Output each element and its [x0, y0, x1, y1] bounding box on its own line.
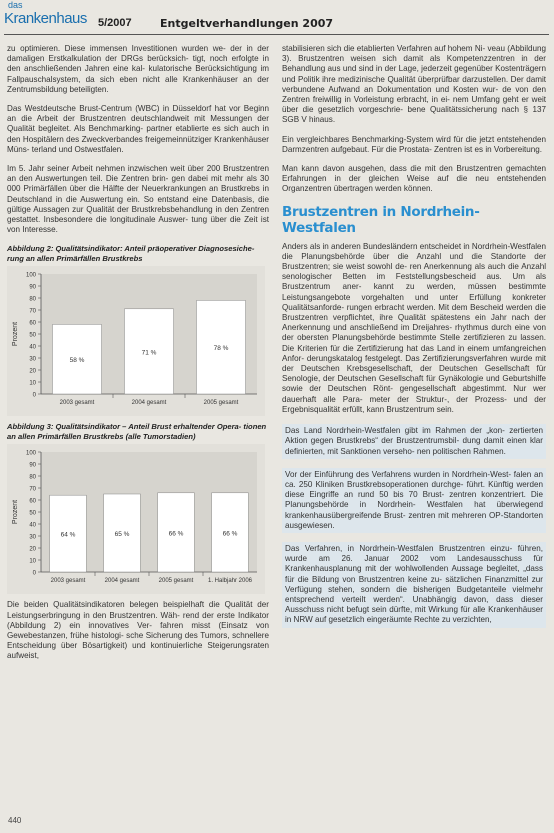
paragraph: Im 5. Jahr seiner Arbeit nehmen inzwischen weit über 200 Brustzentren an den Auswertungen teil. Die Zentren brin- gen dabei mit mehr als 30 000 Primärfällen über die Hälfte der Neuerkrankungen an Brustkrebs in Deutschland in die Auswertung ein. So entstand eine Datenbasis, die gültige Aussagen zur Qualität der Brustkrebsbehandlung in den Zentren gestattet. Insbesondere die longitudinale Auswer- tung über die Zeit ist von Interesse. — [7, 164, 269, 235]
logo-das: das — [8, 0, 23, 10]
figure-3-chart — [7, 444, 265, 594]
highlight-paragraph: Das Verfahren, in Nordrhein-Westfalen Brustzentren einzu- führen, wurde am 26. Januar 2002 vom Landesausschuss für Krankenhausplanung mit der wohlwollenden Aussage begleitet, „dass für die Bildung von Brustzentren keine zu- sätzlichen Finanzmittel zur Verfügung stehen, sondern die bisherigen Budgetanteile vielmehr entsprechend verteilt werden“. Unabhängig davon, dass dieser Ausschuss nicht befugt sein dürfte, mit Wirkung für alle Krankenhäuser in NRW auf gesetzlich eingeräumte Rechte zu verzichten, — [282, 542, 546, 628]
bar-data-label: 65 % — [114, 531, 130, 539]
y-tick-label: 60 — [29, 498, 36, 505]
header-rule — [4, 34, 549, 35]
y-tick-label: 20 — [29, 368, 36, 375]
paragraph: zu optimieren. Diese immensen Investitionen wurden we- der in der damaligen Erstkalkulation der DRGs berücksich- tigt, noch erfolgte in den anschließenden Jahren eine kal- kulatorische Berücksichtigung im Fallpauschalsystem, da sich eben nicht alle Krankenhäuser an der Zentrumsbildung beteiligten. — [7, 44, 269, 94]
y-axis-label: Prozent — [12, 322, 19, 347]
y-tick-label: 50 — [29, 510, 36, 517]
bar-data-label: 64 % — [60, 532, 76, 540]
x-tick-label: 2003 gesamt — [50, 578, 86, 585]
bar-data-label: 78 % — [213, 345, 229, 353]
paragraph: Ein vergleichbares Benchmarking-System wird für die jetzt entstehenden Darmzentren aufgebaut. Für die Prostata- Zentren ist es in Vorbereitung. — [282, 134, 546, 154]
figure-3-caption: Abbildung 3: Qualitätsindikator – Anteil Brust erhaltender Opera- tionen an allen Primärfällen Brustkrebs (alle Tumorstadien) — [7, 422, 267, 441]
chart-svg — [7, 266, 265, 416]
issue-number: 5/2007 — [98, 17, 132, 29]
page-header — [0, 0, 554, 40]
figure-2-caption: Abbildung 2: Qualitätsindikator: Anteil präoperativer Diagnosesiche- rung an allen Primärfällen Brustkrebs — [7, 244, 255, 263]
y-tick-label: 0 — [32, 392, 36, 399]
x-tick-label: 2005 gesamt — [158, 578, 194, 585]
paragraph: Das Westdeutsche Brust-Centrum (WBC) in Düsseldorf hat vor Beginn an die Arbeit der Brustzentren deutschlandweit mit Messungen der Qualität begleitet. Als Benchmarking- partner etablierte es sich auch in den Hospitälern des Zweckverbandes freigemeinnütziger Krankenhäuser Müns- terland und Ostwestfalen. — [7, 104, 269, 154]
y-tick-label: 90 — [29, 284, 36, 291]
bar-data-label: 58 % — [69, 357, 85, 365]
y-tick-label: 40 — [29, 344, 36, 351]
x-tick-label: 2004 gesamt — [131, 400, 167, 407]
y-tick-label: 20 — [29, 546, 36, 553]
paragraph: Man kann davon ausgehen, dass die mit den Brustzentren gemachten Erfahrungen in der gleichen Weise auf die neu entstehenden Organzentren übertragen werden können. — [282, 164, 546, 194]
section-heading: Brustzentren in Nordrhein-Westfalen — [282, 203, 480, 236]
paragraph: Die beiden Qualitätsindikatoren belegen beispielhaft die Qualität der Leistungserbringung in den Brustzentren. Wäh- rend der erste Indikator (Abbildung 2) ein innovatives Ver- fahren misst (Einsatz von Gewebestanzen, frühe histologi- sche Sicherung des Tumors, schnellere Entscheidung über Bösartigkeit) und kontinuierliche Steigerungsraten aufweist, — [7, 600, 269, 661]
left-column — [7, 44, 269, 671]
x-tick-label: 2003 gesamt — [59, 400, 95, 407]
y-tick-label: 70 — [29, 308, 36, 315]
y-tick-label: 10 — [29, 558, 36, 565]
chart-svg — [7, 444, 265, 594]
x-tick-label: 1. Halbjahr 2006 — [207, 578, 253, 585]
y-tick-label: 80 — [29, 474, 36, 481]
y-tick-label: 50 — [29, 332, 36, 339]
y-tick-label: 30 — [29, 534, 36, 541]
y-tick-label: 30 — [29, 356, 36, 363]
highlight-paragraph: Vor der Einführung des Verfahrens wurden in Nordrhein-West- falen an ca. 250 Kliniken Brustkrebsoperationen durchge- führt. Künftig werden diese Eingriffe an rund 50 bis 70 Brust- zentren konzentriert. Die Planungsbehörde in Nordrhein- Westfalen hat überwiegend krankenhausübergreifende Brust- zentren mit mehreren OP-Standorten ausgewiesen. — [282, 468, 546, 533]
y-tick-label: 80 — [29, 296, 36, 303]
highlight-paragraph: Das Land Nordrhein-Westfalen gibt im Rahmen der „kon- zertierten Aktion gegen Brustkrebs“ der Brustzentrumsbil- dung damit einen klar definierten, mit Sanktionen verseho- nen politischen Rahmen. — [282, 424, 546, 459]
y-tick-label: 40 — [29, 522, 36, 529]
paragraph: Anders als in anderen Bundesländern entscheidet in Nordrhein-Westfalen die Planungsbehörde über die Anzahl und die Standorte der Brustzentren; sie weist sowohl de- ren Anerkennung als auch die Anzahl senologischer Betten im Feststellungsbescheid aus. Um als Brustzentrum aner- kannt zu werden, müssen bestimmte Leistungsangebote vorgehalten und unter Erfüllung konkreter Qualitätsanforde- rungen erbracht werden. Mit dem Bescheid werden die Brustzentren verpflichtet, ihre Qualität spätestens ein Jahr nach der Anerkennung und anschließend im Dreijahres- rhythmus durch eine von der obersten Planungsbehörde bestimmte Stelle zertifizieren zu lassen. Die Kriterien für die Zertifizierung hat das Land in einem umfangreichen Anfor- derungskatalog festgelegt. Das Zertifizierungsverfahren wurde mit der Deutschen Krebsgesellschaft, der Deutschen Gesellschaft für Senologie, der Deutschen Gesellschaft für Gynäkologie und Geburtshilfe sowie der Deutschen Rönt- gengesellschaft abgestimmt. Nur wer dauerhaft alle Para- meter der Struktur-, der Prozess- und der Ergebnisqualität erfüllt, kann Brustzentrum sein. — [282, 241, 546, 414]
y-tick-label: 100 — [25, 450, 36, 457]
y-tick-label: 10 — [29, 380, 36, 387]
bar-data-label: 66 % — [168, 530, 184, 538]
figure-2-chart — [7, 266, 265, 416]
bar-data-label: 71 % — [141, 349, 157, 357]
y-tick-label: 100 — [25, 272, 36, 279]
y-tick-label: 90 — [29, 462, 36, 469]
page-number: 440 — [8, 816, 22, 825]
paragraph: stabilisieren sich die etablierten Verfahren auf hohem Ni- veau (Abbildung 3). Brustzentren weisen sich damit als Kompetenzzentren in der Behandlung aus und sind in der Lage, jederzeit gegenüber Kostenträgern und Politik ihre medizinische Qualität überprüfbar darzustellen. Der damit verbundene Aufwand an Dokumentation und Kosten wur- de von den Zentren freiwillig in Vorleistung erbracht, in ei- nem Umfang geht er weit über die gesetzlich vorgeschrie- bene Qualitätssicherung nach § 137 SGB V hinaus. — [282, 44, 546, 125]
journal-logo — [4, 0, 100, 36]
logo-main: Krankenhaus — [4, 10, 87, 27]
right-column — [282, 44, 546, 637]
bar-data-label: 66 % — [222, 530, 238, 538]
y-tick-label: 0 — [32, 570, 36, 577]
y-tick-label: 60 — [29, 320, 36, 327]
x-tick-label: 2005 gesamt — [203, 400, 239, 407]
y-tick-label: 70 — [29, 486, 36, 493]
x-tick-label: 2004 gesamt — [104, 578, 140, 585]
section-title: Entgeltverhandlungen 2007 — [160, 17, 334, 30]
y-axis-label: Prozent — [12, 500, 19, 525]
